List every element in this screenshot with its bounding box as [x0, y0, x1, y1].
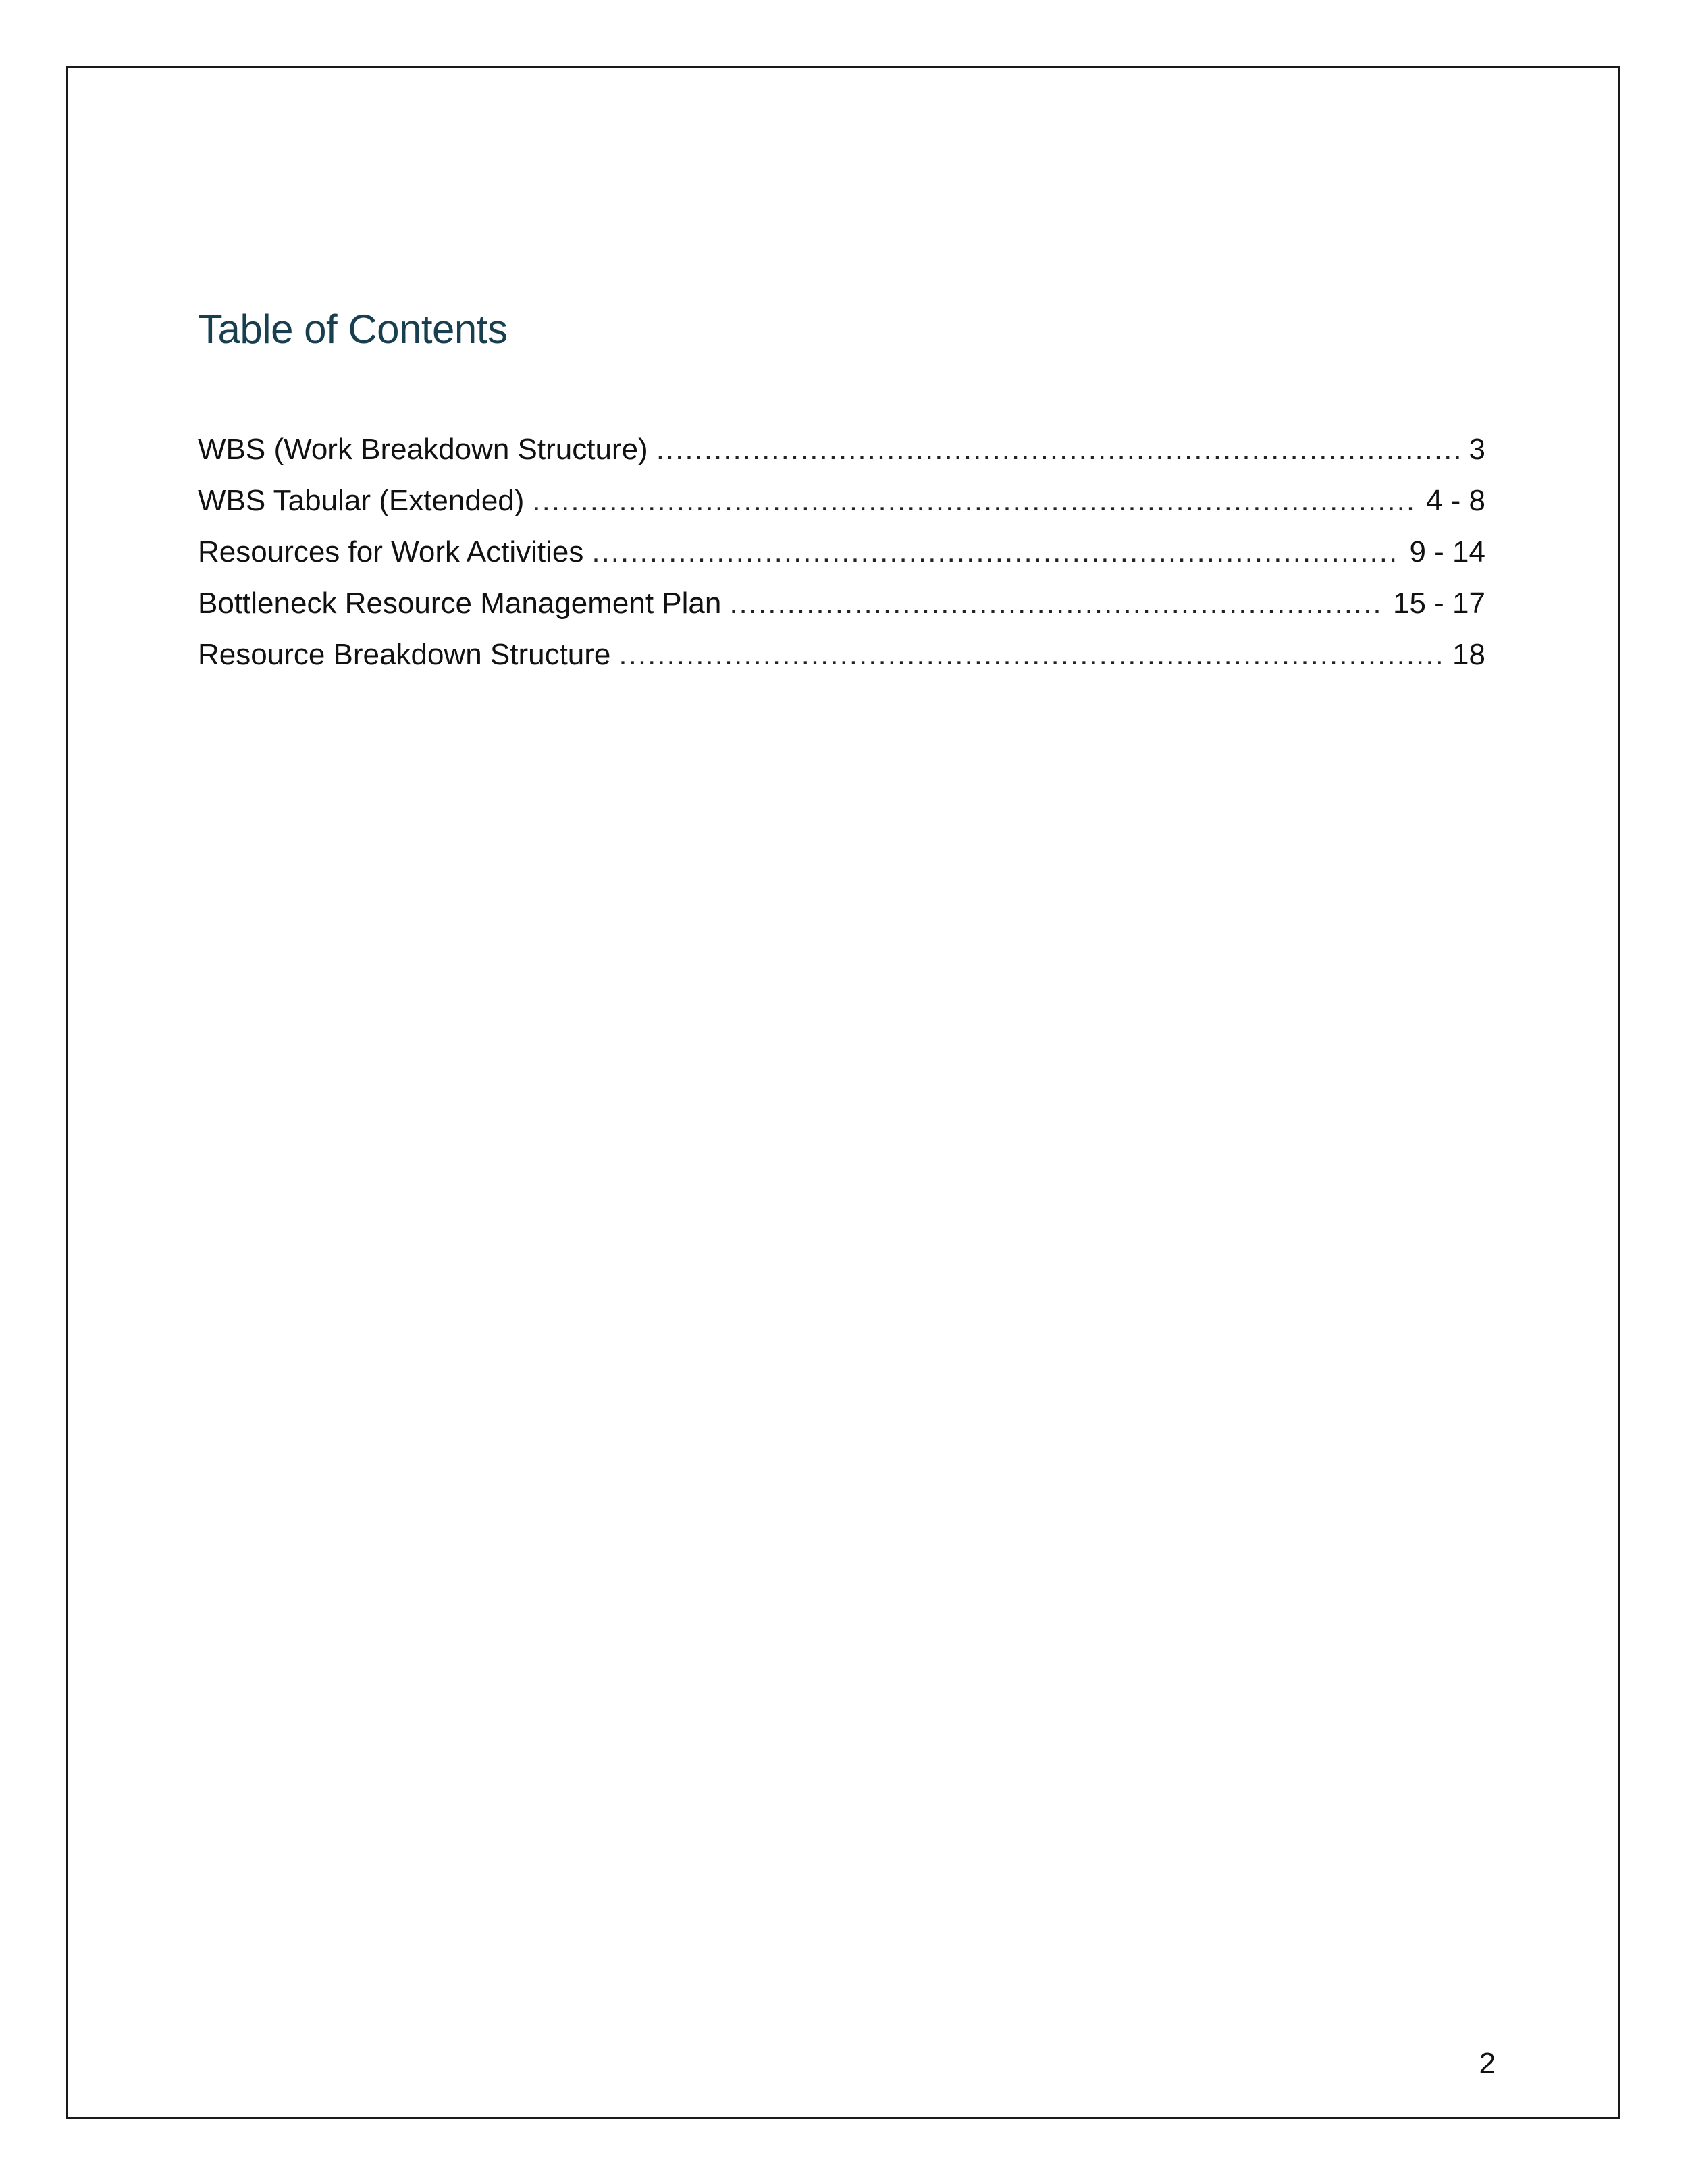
toc-entry-pages: 18 [1452, 638, 1485, 671]
toc-entry-label: WBS Tabular (Extended) [198, 484, 525, 517]
toc-leader-dots [729, 578, 1385, 629]
toc-leader-dots [618, 629, 1444, 681]
toc-entry[interactable] [198, 629, 1485, 681]
toc-entry[interactable] [198, 424, 1485, 475]
toc-list [198, 424, 1485, 681]
toc-entry-label: Bottleneck Resource Management Plan [198, 587, 722, 620]
toc-entry[interactable] [198, 527, 1485, 578]
toc-leader-dots [656, 424, 1461, 475]
toc-title: Table of Contents [198, 307, 508, 352]
toc-entry-label: WBS (Work Breakdown Structure) [198, 433, 648, 466]
toc-entry[interactable] [198, 578, 1485, 629]
toc-leader-dots [532, 475, 1418, 527]
toc-leader-dots [591, 527, 1401, 578]
toc-entry-pages: 9 - 14 [1409, 535, 1485, 568]
toc-entry-pages: 4 - 8 [1425, 484, 1485, 517]
toc-entry[interactable] [198, 475, 1485, 527]
toc-entry-label: Resource Breakdown Structure [198, 638, 611, 671]
toc-entry-pages: 15 - 17 [1393, 587, 1485, 620]
toc-entry-label: Resources for Work Activities [198, 535, 584, 568]
page-border [66, 66, 1620, 2119]
page-number: 2 [1479, 2047, 1496, 2080]
toc-entry-pages: 3 [1469, 433, 1485, 466]
